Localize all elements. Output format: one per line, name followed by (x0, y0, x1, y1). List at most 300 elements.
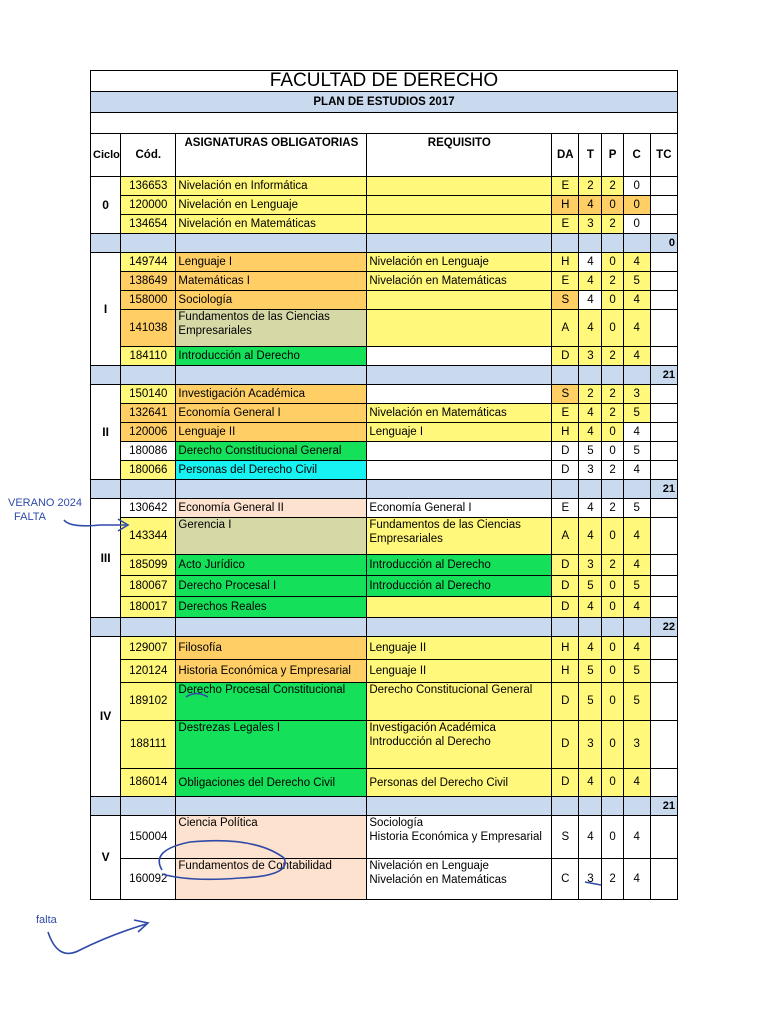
course-tc (650, 660, 677, 683)
cycle-total-row (91, 618, 678, 637)
course-code: 180066 (121, 461, 176, 480)
course-c: 5 (623, 660, 650, 683)
course-t: 2 (579, 177, 602, 196)
plan-subtitle: PLAN DE ESTUDIOS 2017 (91, 92, 678, 113)
table-row (91, 404, 678, 423)
table-row (91, 721, 678, 769)
cycle-total: 21 (650, 366, 677, 385)
course-tc (650, 404, 677, 423)
cycle-total: 22 (650, 618, 677, 637)
spacer-row (91, 113, 678, 134)
course-p: 2 (602, 347, 623, 366)
arrow-falta (48, 924, 146, 953)
annotation-falta: falta (36, 914, 57, 926)
course-tc (650, 816, 677, 859)
course-t: 4 (579, 499, 602, 518)
course-t: 4 (579, 423, 602, 442)
course-p: 2 (602, 215, 623, 234)
course-t: 4 (579, 404, 602, 423)
header-cod: Cód. (121, 134, 176, 177)
course-code: 185099 (121, 555, 176, 576)
course-tc (650, 769, 677, 797)
course-p: 0 (602, 310, 623, 347)
course-c: 4 (623, 859, 650, 900)
course-t: 3 (579, 347, 602, 366)
requisite-line: Fundamentos de las Ciencias Empresariales (369, 519, 521, 545)
course-name: Investigación Académica (176, 385, 367, 404)
table-row (91, 423, 678, 442)
separator-cell (176, 234, 367, 253)
course-code: 186014 (121, 769, 176, 797)
course-c: 4 (623, 347, 650, 366)
table-row (91, 347, 678, 366)
course-c: 5 (623, 404, 650, 423)
separator-cell (367, 618, 552, 637)
course-code: 138649 (121, 272, 176, 291)
course-t: 3 (579, 859, 602, 900)
table-row (91, 769, 678, 797)
course-t: 5 (579, 660, 602, 683)
course-requisite (367, 423, 552, 442)
course-p: 0 (602, 518, 623, 555)
course-da: A (552, 518, 579, 555)
requisite-line: Personas del Derecho Civil (369, 776, 509, 789)
separator-cell (367, 797, 552, 816)
course-code: 141038 (121, 310, 176, 347)
course-da: C (552, 859, 579, 900)
course-t: 3 (579, 461, 602, 480)
table-row (91, 442, 678, 461)
course-requisite (367, 177, 552, 196)
course-name: Lenguaje I (176, 253, 367, 272)
course-code: 149744 (121, 253, 176, 272)
course-c: 3 (623, 385, 650, 404)
course-p: 2 (602, 385, 623, 404)
separator-cell (602, 618, 623, 637)
course-c: 4 (623, 769, 650, 797)
separator-cell (623, 618, 650, 637)
course-name: Filosofía (176, 637, 367, 660)
course-c: 4 (623, 637, 650, 660)
course-tc (650, 637, 677, 660)
separator-cell (91, 618, 121, 637)
course-tc (650, 347, 677, 366)
separator-cell (579, 234, 602, 253)
course-tc (650, 555, 677, 576)
separator-cell (367, 480, 552, 499)
course-da: D (552, 683, 579, 721)
header-c: C (623, 134, 650, 177)
separator-cell (552, 797, 579, 816)
course-t: 4 (579, 310, 602, 347)
course-tc (650, 253, 677, 272)
course-da: H (552, 637, 579, 660)
course-c: 5 (623, 683, 650, 721)
table-row (91, 637, 678, 660)
course-tc (650, 859, 677, 900)
course-name: Nivelación en Lenguaje (176, 196, 367, 215)
table-row (91, 177, 678, 196)
course-requisite (367, 404, 552, 423)
course-code: 184110 (121, 347, 176, 366)
course-c: 3 (623, 721, 650, 769)
course-t: 4 (579, 637, 602, 660)
course-t: 4 (579, 196, 602, 215)
course-code: 180067 (121, 576, 176, 597)
course-tc (650, 215, 677, 234)
course-p: 0 (602, 253, 623, 272)
course-requisite (367, 215, 552, 234)
course-da: H (552, 423, 579, 442)
table-row (91, 291, 678, 310)
course-tc (650, 597, 677, 618)
course-requisite (367, 272, 552, 291)
table-row (91, 385, 678, 404)
ciclo-label: IV (91, 637, 121, 797)
course-code: 180017 (121, 597, 176, 618)
course-t: 4 (579, 597, 602, 618)
course-name: Personas del Derecho Civil (176, 461, 367, 480)
separator-cell (552, 366, 579, 385)
course-requisite (367, 442, 552, 461)
requisite-line: Lenguaje II (369, 665, 427, 677)
requisite-line: Nivelación en Matemáticas (369, 407, 507, 419)
course-p: 0 (602, 660, 623, 683)
course-code: 160092 (121, 859, 176, 900)
course-requisite (367, 196, 552, 215)
table-row (91, 196, 678, 215)
arrowhead-falta (134, 920, 148, 932)
course-code: 120000 (121, 196, 176, 215)
separator-cell (552, 618, 579, 637)
course-name: Derechos Reales (176, 597, 367, 618)
course-t: 3 (579, 215, 602, 234)
requisite-line: Nivelación en Lenguaje (369, 256, 489, 268)
course-c: 0 (623, 196, 650, 215)
course-requisite (367, 597, 552, 618)
course-t: 4 (579, 291, 602, 310)
course-name: Destrezas Legales I (176, 721, 367, 769)
separator-cell (602, 366, 623, 385)
requisite-line: Lenguaje I (369, 426, 424, 438)
table-row (91, 499, 678, 518)
course-t: 4 (579, 253, 602, 272)
requisite-line: Lenguaje II (369, 642, 427, 654)
course-p: 0 (602, 683, 623, 721)
table-row (91, 215, 678, 234)
table-row (91, 272, 678, 291)
table-row (91, 461, 678, 480)
course-code: 120124 (121, 660, 176, 683)
course-requisite (367, 576, 552, 597)
table-row (91, 859, 678, 900)
requisite-line: Nivelación en Matemáticas (369, 874, 507, 886)
course-requisite (367, 499, 552, 518)
course-c: 4 (623, 816, 650, 859)
course-name: Ciencia Política (176, 816, 367, 859)
course-t: 4 (579, 769, 602, 797)
course-da: D (552, 721, 579, 769)
course-t: 5 (579, 683, 602, 721)
course-c: 4 (623, 253, 650, 272)
course-da: E (552, 272, 579, 291)
course-c: 0 (623, 215, 650, 234)
course-name: Nivelación en Matemáticas (176, 215, 367, 234)
requisite-line: Derecho Constitucional General (369, 684, 533, 696)
course-requisite (367, 310, 552, 347)
course-c: 5 (623, 499, 650, 518)
cycle-total: 0 (650, 234, 677, 253)
course-t: 4 (579, 816, 602, 859)
course-c: 4 (623, 423, 650, 442)
course-da: E (552, 177, 579, 196)
course-code: 129007 (121, 637, 176, 660)
course-requisite (367, 859, 552, 900)
course-tc (650, 461, 677, 480)
course-name: Fundamentos de Contabilidad (176, 859, 367, 900)
course-name: Sociología (176, 291, 367, 310)
separator-cell (367, 234, 552, 253)
header-requisito: REQUISITO (367, 134, 552, 177)
course-code: 150140 (121, 385, 176, 404)
separator-cell (121, 797, 176, 816)
course-p: 2 (602, 272, 623, 291)
course-p: 2 (602, 177, 623, 196)
course-tc (650, 442, 677, 461)
course-p: 0 (602, 721, 623, 769)
course-tc (650, 518, 677, 555)
course-c: 5 (623, 442, 650, 461)
course-da: D (552, 597, 579, 618)
course-da: E (552, 499, 579, 518)
course-code: 158000 (121, 291, 176, 310)
separator-cell (623, 797, 650, 816)
course-requisite (367, 461, 552, 480)
course-tc (650, 385, 677, 404)
separator-cell (176, 366, 367, 385)
course-tc (650, 196, 677, 215)
course-code: 136653 (121, 177, 176, 196)
course-t: 3 (579, 721, 602, 769)
course-da: D (552, 442, 579, 461)
course-code: 143344 (121, 518, 176, 555)
ciclo-label: 0 (91, 177, 121, 234)
table-row (91, 555, 678, 576)
course-c: 4 (623, 310, 650, 347)
header-asignaturas: ASIGNATURAS OBLIGATORIAS (176, 134, 367, 177)
course-c: 4 (623, 291, 650, 310)
cycle-total-row (91, 234, 678, 253)
course-requisite (367, 637, 552, 660)
course-c: 5 (623, 272, 650, 291)
curriculum-sheet (90, 70, 678, 900)
cycle-total: 21 (650, 797, 677, 816)
course-name: Fundamentos de las Ciencias Empresariales (176, 310, 367, 347)
course-tc (650, 310, 677, 347)
course-p: 0 (602, 576, 623, 597)
course-c: 4 (623, 597, 650, 618)
course-c: 4 (623, 518, 650, 555)
course-p: 0 (602, 196, 623, 215)
course-requisite (367, 253, 552, 272)
course-code: 120006 (121, 423, 176, 442)
course-name: Lenguaje II (176, 423, 367, 442)
header-p: P (602, 134, 623, 177)
course-t: 4 (579, 272, 602, 291)
cycle-total-row (91, 797, 678, 816)
table-row (91, 518, 678, 555)
course-code: 188111 (121, 721, 176, 769)
course-tc (650, 291, 677, 310)
requisite-line: Historia Económica y Empresarial (369, 831, 542, 843)
cycle-total: 21 (650, 480, 677, 499)
ciclo-label: I (91, 253, 121, 366)
course-p: 2 (602, 461, 623, 480)
page-title: FACULTAD DE DERECHO (91, 71, 678, 92)
separator-cell (91, 797, 121, 816)
separator-cell (579, 797, 602, 816)
course-t: 2 (579, 385, 602, 404)
separator-cell (602, 797, 623, 816)
requisite-line: Investigación Académica (369, 722, 496, 734)
separator-cell (602, 480, 623, 499)
course-name: Gerencia I (176, 518, 367, 555)
course-name: Economía General I (176, 404, 367, 423)
course-name: Introducción al Derecho (176, 347, 367, 366)
separator-cell (91, 366, 121, 385)
course-requisite (367, 291, 552, 310)
separator-cell (623, 234, 650, 253)
table-row (91, 597, 678, 618)
separator-cell (91, 234, 121, 253)
course-c: 0 (623, 177, 650, 196)
separator-cell (121, 480, 176, 499)
course-t: 3 (579, 555, 602, 576)
ciclo-label: III (91, 499, 121, 618)
course-requisite (367, 769, 552, 797)
course-code: 180086 (121, 442, 176, 461)
table-row (91, 253, 678, 272)
course-da: H (552, 196, 579, 215)
course-da: D (552, 461, 579, 480)
course-requisite (367, 385, 552, 404)
course-name: Derecho Constitucional General (176, 442, 367, 461)
course-tc (650, 272, 677, 291)
separator-cell (121, 366, 176, 385)
course-p: 0 (602, 442, 623, 461)
course-p: 2 (602, 404, 623, 423)
table-row (91, 576, 678, 597)
course-requisite (367, 555, 552, 576)
course-tc (650, 683, 677, 721)
table-row (91, 816, 678, 859)
requisite-line: Nivelación en Lenguaje (369, 860, 489, 872)
requisite-line: Sociología (369, 817, 424, 829)
separator-cell (602, 234, 623, 253)
course-code: 132641 (121, 404, 176, 423)
course-p: 2 (602, 499, 623, 518)
course-requisite (367, 518, 552, 555)
course-da: H (552, 660, 579, 683)
course-c: 5 (623, 576, 650, 597)
separator-cell (552, 480, 579, 499)
separator-cell (579, 480, 602, 499)
annotation-verano: VERANO 2024 (8, 497, 82, 509)
course-p: 0 (602, 597, 623, 618)
table-row (91, 660, 678, 683)
course-da: H (552, 253, 579, 272)
course-c: 4 (623, 461, 650, 480)
course-da: E (552, 404, 579, 423)
course-da: D (552, 769, 579, 797)
separator-cell (121, 618, 176, 637)
course-name: Economía General II (176, 499, 367, 518)
course-code: 134654 (121, 215, 176, 234)
course-t: 5 (579, 576, 602, 597)
course-name: Nivelación en Informática (176, 177, 367, 196)
requisite-line: Economía General I (369, 502, 472, 514)
separator-cell (176, 618, 367, 637)
table-row (91, 310, 678, 347)
course-p: 2 (602, 859, 623, 900)
header-ciclo: Ciclo (91, 134, 121, 177)
curriculum-table (90, 70, 678, 900)
course-da: D (552, 576, 579, 597)
requisite-line: Introducción al Derecho (369, 736, 491, 748)
course-tc (650, 177, 677, 196)
course-code: 189102 (121, 683, 176, 721)
course-da: S (552, 291, 579, 310)
course-tc (650, 423, 677, 442)
course-da: S (552, 816, 579, 859)
requisite-line: Introducción al Derecho (369, 559, 491, 571)
header-t: T (579, 134, 602, 177)
separator-cell (367, 366, 552, 385)
header-tc: TC (650, 134, 677, 177)
course-da: A (552, 310, 579, 347)
separator-cell (552, 234, 579, 253)
course-p: 0 (602, 769, 623, 797)
course-da: E (552, 215, 579, 234)
course-name: Acto Jurídico (176, 555, 367, 576)
separator-cell (623, 480, 650, 499)
separator-cell (623, 366, 650, 385)
requisite-line: Nivelación en Matemáticas (369, 275, 507, 287)
course-requisite (367, 816, 552, 859)
separator-cell (176, 480, 367, 499)
separator-cell (579, 366, 602, 385)
requisite-line: Introducción al Derecho (369, 580, 491, 592)
course-t: 5 (579, 442, 602, 461)
separator-cell (91, 480, 121, 499)
course-name: Matemáticas I (176, 272, 367, 291)
course-name: Obligaciones del Derecho Civil (176, 769, 367, 797)
table-row (91, 683, 678, 721)
course-name: Derecho Procesal I (176, 576, 367, 597)
course-tc (650, 721, 677, 769)
course-name: Derecho Procesal Constitucional (176, 683, 367, 721)
course-code: 150004 (121, 816, 176, 859)
course-requisite (367, 721, 552, 769)
header-da: DA (552, 134, 579, 177)
course-code: 130642 (121, 499, 176, 518)
course-t: 4 (579, 518, 602, 555)
course-c: 4 (623, 555, 650, 576)
course-tc (650, 576, 677, 597)
course-requisite (367, 347, 552, 366)
separator-cell (579, 618, 602, 637)
annotation-falta-verano: FALTA (14, 511, 46, 523)
